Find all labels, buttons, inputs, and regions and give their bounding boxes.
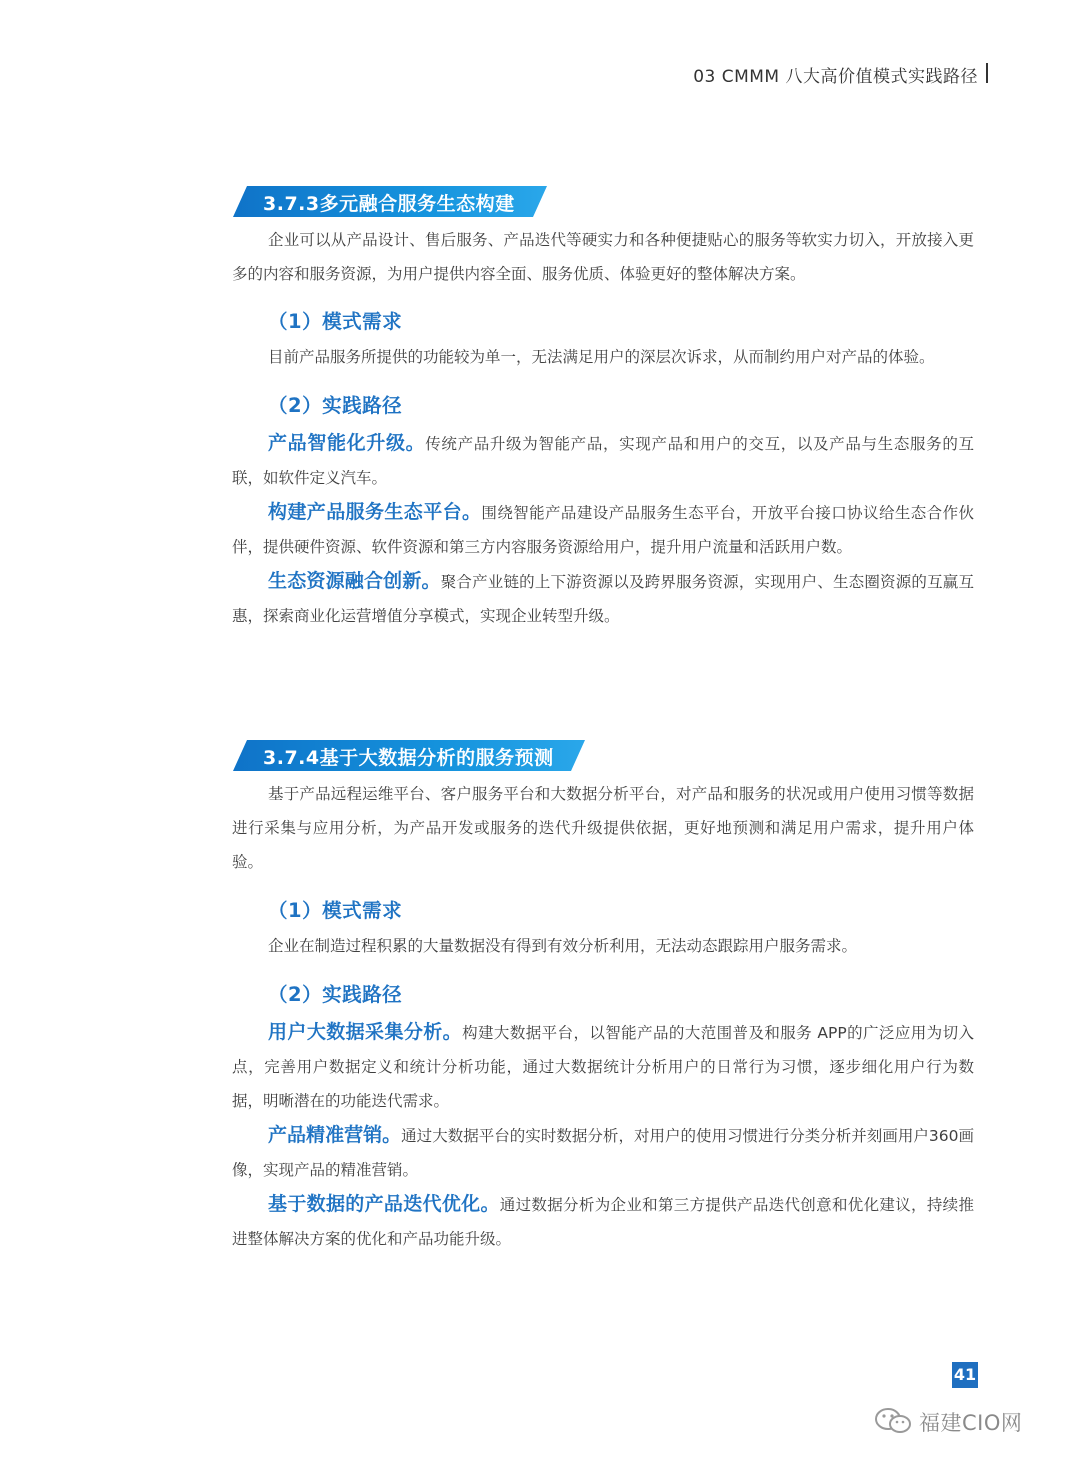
practice-item [232,1118,974,1187]
practice-item-lead: 产品精准营销。 [268,1124,402,1146]
practice-path-heading: （2）实践路径 [268,394,403,417]
page-number: 41 [952,1362,978,1388]
practice-item-text: 聚合产业链的上下游资源以及跨界服务资源，实现用户、生态圈资源的互赢互惠，探索商业化运营增值分享模式，实现企业转型升级。 [232,573,974,625]
section-title: 3.7.4基于大数据分析的服务预测 [263,747,554,769]
running-header [693,62,978,87]
practice-item [232,426,974,495]
section-banner [233,740,585,771]
mode-need-text: 目前产品服务所提供的功能较为单一，无法满足用户的深层次诉求，从而制约用户对产品的体验。 [268,348,935,366]
practice-item [232,1187,974,1256]
practice-item-text: 通过大数据平台的实时数据分析，对用户的使用习惯进行分类分析并刻画用户360画像，实现产品的精准营销。 [232,1127,974,1179]
section-banner [233,186,547,217]
practice-item-lead: 生态资源融合创新。 [268,570,441,592]
section-title: 3.7.3多元融合服务生态构建 [263,193,515,215]
wechat-icon [873,1407,913,1435]
practice-item [232,1015,974,1118]
practice-item-lead: 构建产品服务生态平台。 [268,501,482,523]
practice-item-text: 构建大数据平台，以智能产品的大范围普及和服务 APP的广泛应用为切入点，完善用户数据定义和统计分析功能，通过大数据统计分析用户的日常行为习惯，逐步细化用户行为数据，明晰潜在的功能迭代需求。 [232,1024,974,1110]
watermark-text: 福建CIO网 [919,1411,1023,1435]
practice-path-heading: （2）实践路径 [268,983,403,1006]
mode-need-heading: （1）模式需求 [268,899,403,922]
practice-item-text: 围绕智能产品建设产品服务生态平台，开放平台接口协议给生态合作伙伴，提供硬件资源、软件资源和第三方内容服务资源给用户，提升用户流量和活跃用户数。 [232,504,974,556]
section-intro: 企业可以从产品设计、售后服务、产品迭代等硬实力和各种便捷贴心的服务等软实力切入，开放接入更多的内容和服务资源，为用户提供内容全面、服务优质、体验更好的整体解决方案。 [232,231,974,283]
practice-item-lead: 产品智能化升级。 [268,432,426,454]
practice-item [232,564,974,633]
section-intro: 基于产品远程运维平台、客户服务平台和大数据分析平台，对产品和服务的状况或用户使用习惯等数据进行采集与应用分析，为产品开发或服务的迭代升级提供依据，更好地预测和满足用户需求，提升用户体验。 [232,785,974,871]
running-header-title: 03 CMMM 八大高价值模式实践路径 [693,67,978,87]
practice-item-lead: 基于数据的产品迭代优化。 [268,1193,500,1215]
practice-item-text: 通过数据分析为企业和第三方提供产品迭代创意和优化建议，持续推进整体解决方案的优化和产品功能升级。 [232,1196,974,1248]
mode-need-heading: （1）模式需求 [268,310,403,333]
practice-item [232,495,974,564]
mode-need-text: 企业在制造过程积累的大量数据没有得到有效分析利用，无法动态跟踪用户服务需求。 [268,937,858,955]
header-divider [986,63,988,83]
practice-item-text: 传统产品升级为智能产品，实现产品和用户的交互，以及产品与生态服务的互联，如软件定义汽车。 [232,435,974,487]
practice-item-lead: 用户大数据采集分析。 [268,1021,463,1043]
